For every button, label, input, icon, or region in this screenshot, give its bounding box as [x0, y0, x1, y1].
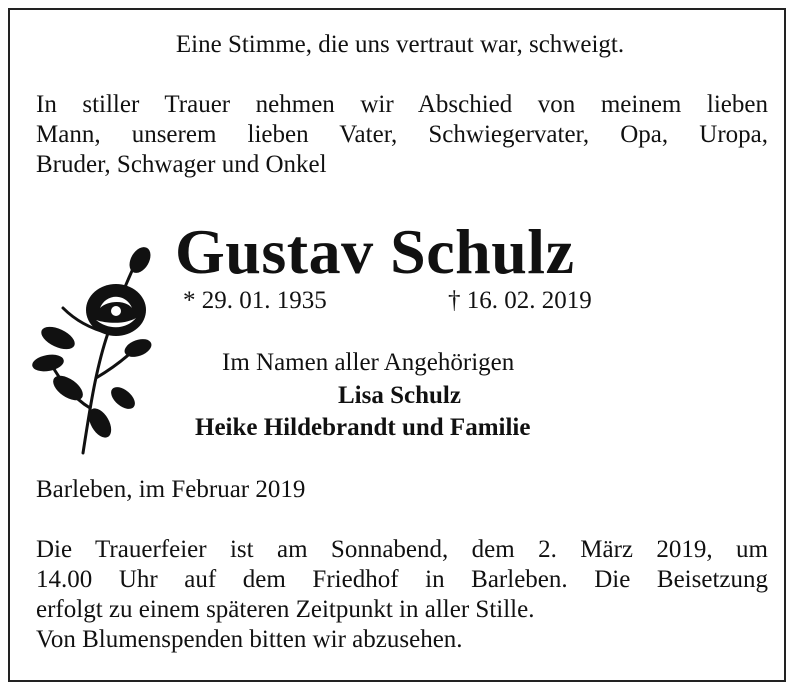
funeral-info	[36, 535, 768, 655]
funeral-line: 14.00 Uhr auf dem Friedhof in Barleben. Die Beisetzung	[36, 566, 768, 593]
motto: Eine Stimme, die uns vertraut war, schweigt.	[175, 31, 625, 58]
intro-line: In stiller Trauer nehmen wir Abschied von meinem lieben	[36, 91, 768, 118]
birth-date: * 29. 01. 1935	[183, 287, 327, 314]
flowers-note: Von Blumenspenden bitten wir abzusehen.	[36, 626, 463, 653]
rose-icon	[28, 238, 168, 458]
intro-line: Bruder, Schwager und Onkel	[36, 151, 327, 178]
funeral-line: erfolgt zu einem späteren Zeitpunkt in aller Stille.	[36, 596, 535, 623]
mourner-1: Lisa Schulz	[338, 382, 461, 409]
death-date: † 16. 02. 2019	[448, 287, 592, 314]
deceased-name: Gustav Schulz	[175, 216, 575, 287]
place-date: Barleben, im Februar 2019	[36, 476, 306, 503]
funeral-line: Die Trauerfeier ist am Sonnabend, dem 2. März 2019, um	[36, 536, 768, 563]
on-behalf-text: Im Namen aller Angehörigen	[222, 349, 515, 376]
mourner-2: Heike Hildebrandt und Familie	[195, 414, 531, 441]
intro-text	[36, 90, 768, 180]
intro-line: Mann, unserem lieben Vater, Schwiegervater, Opa, Uropa,	[36, 121, 768, 148]
